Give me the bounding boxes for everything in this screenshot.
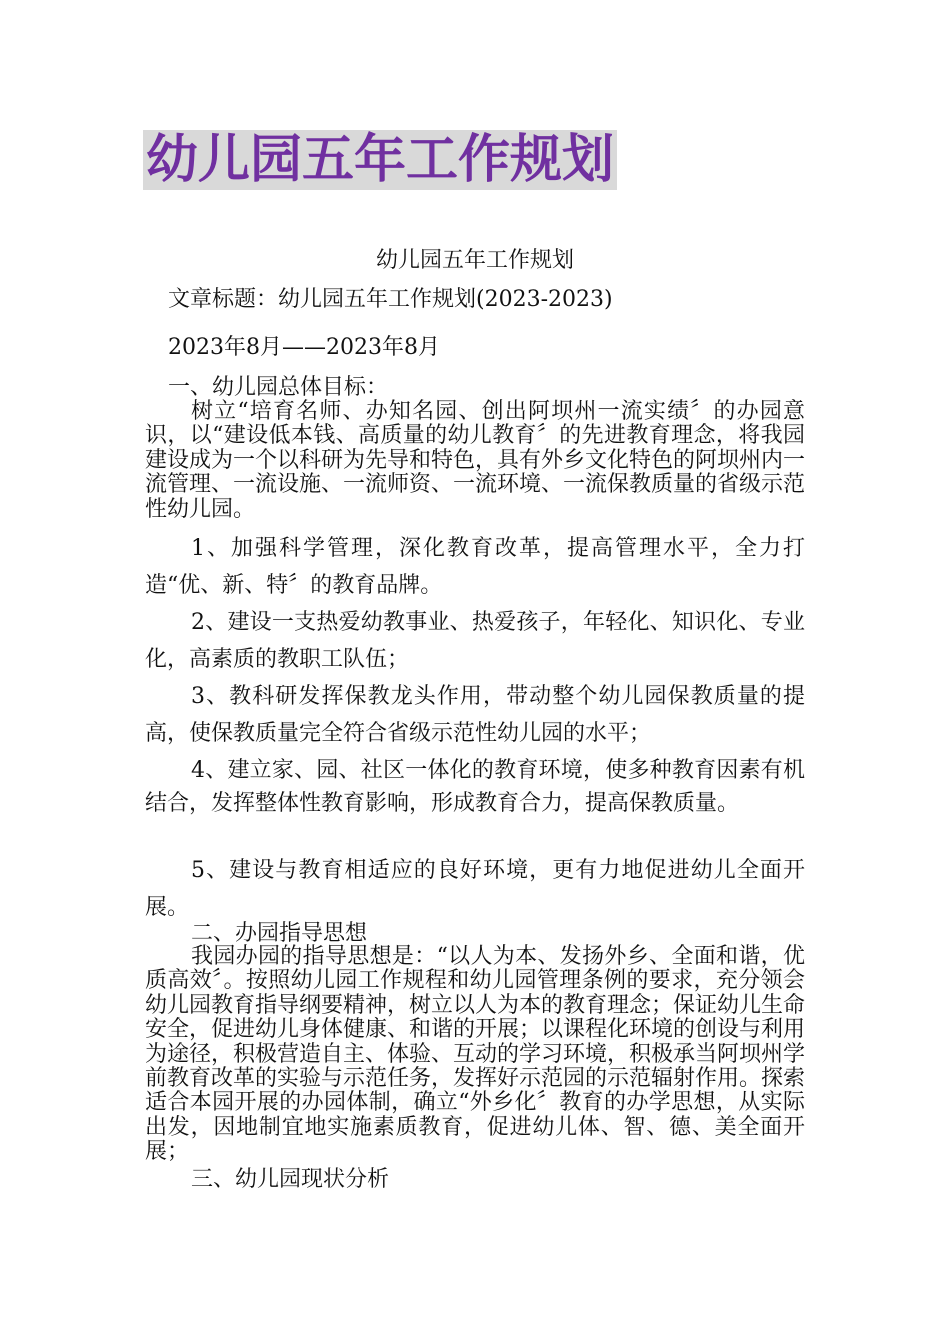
goal-item-2: 2、建设一支热爱幼教事业、热爱孩子，年轻化、知识化、专业化，高素质的教职工队伍； [145, 610, 805, 672]
section-2-body: 我园办园的指导思想是：“以人为本、发扬外乡、全面和谐，优质高效〞。按照幼儿园工作规程和幼儿园管理条例的要求，充分领会幼儿园教育指导纲要精神，树立以人为本的教育理念；保证幼儿生命安全，促进幼儿身体健康、和谐的开展；以课程化环境的创设与利用为途径，积极营造自主、体验、互动的学习环境，积极承当阿坝州学前教育改革的实验与示范任务，发挥好示范园的示范辐射作用。探索适合本园开展的办园体制，确立“外乡化〞教育的办学思想，从实际出发，因地制宜地实施素质教育，促进幼儿体、智、德、美全面开展； [145, 944, 806, 1165]
section-1-intro: 树立“培育名师、办知名园、创出阿坝州一流实绩〞的办园意识，以“建设低本钱、高质量的幼儿教育〞的先进教育理念，将我园建设成为一个以科研为先导和特色，具有外乡文化特色的阿坝州内一流管理、一流设施、一流师资、一流环境、一流保教质量的省级示范性幼儿园。 [145, 399, 806, 522]
goal-item-5: 5、建设与教育相适应的良好环境，更有力地促进幼儿全面开展。 [145, 858, 805, 920]
document-main-title: 幼儿园五年工作规划 [143, 130, 617, 190]
goal-item-3: 3、教科研发挥保教龙头作用，带动整个幼儿园保教质量的提高，使保教质量完全符合省级示范性幼儿园的水平； [145, 684, 805, 746]
section-1-heading: 一、幼儿园总体目标： [168, 375, 389, 400]
goal-item-4: 4、建立家、园、社区一体化的教育环境，使多种教育因素有机结合，发挥整体性教育影响，形成教育合力，提高保教质量。 [145, 758, 805, 816]
goal-item-1: 1、加强科学管理，深化教育改革，提高管理水平，全力打造“优、新、特〞的教育品牌。 [145, 536, 805, 598]
document-subtitle: 幼儿园五年工作规划 [375, 248, 574, 273]
date-range: 2023年8月——2023年8月 [168, 335, 440, 360]
section-3-heading: 三、幼儿园现状分析 [191, 1167, 390, 1192]
section-2-heading: 二、办园指导思想 [191, 921, 368, 946]
article-title-line: 文章标题：幼儿园五年工作规划(2023-2023) [168, 287, 613, 312]
